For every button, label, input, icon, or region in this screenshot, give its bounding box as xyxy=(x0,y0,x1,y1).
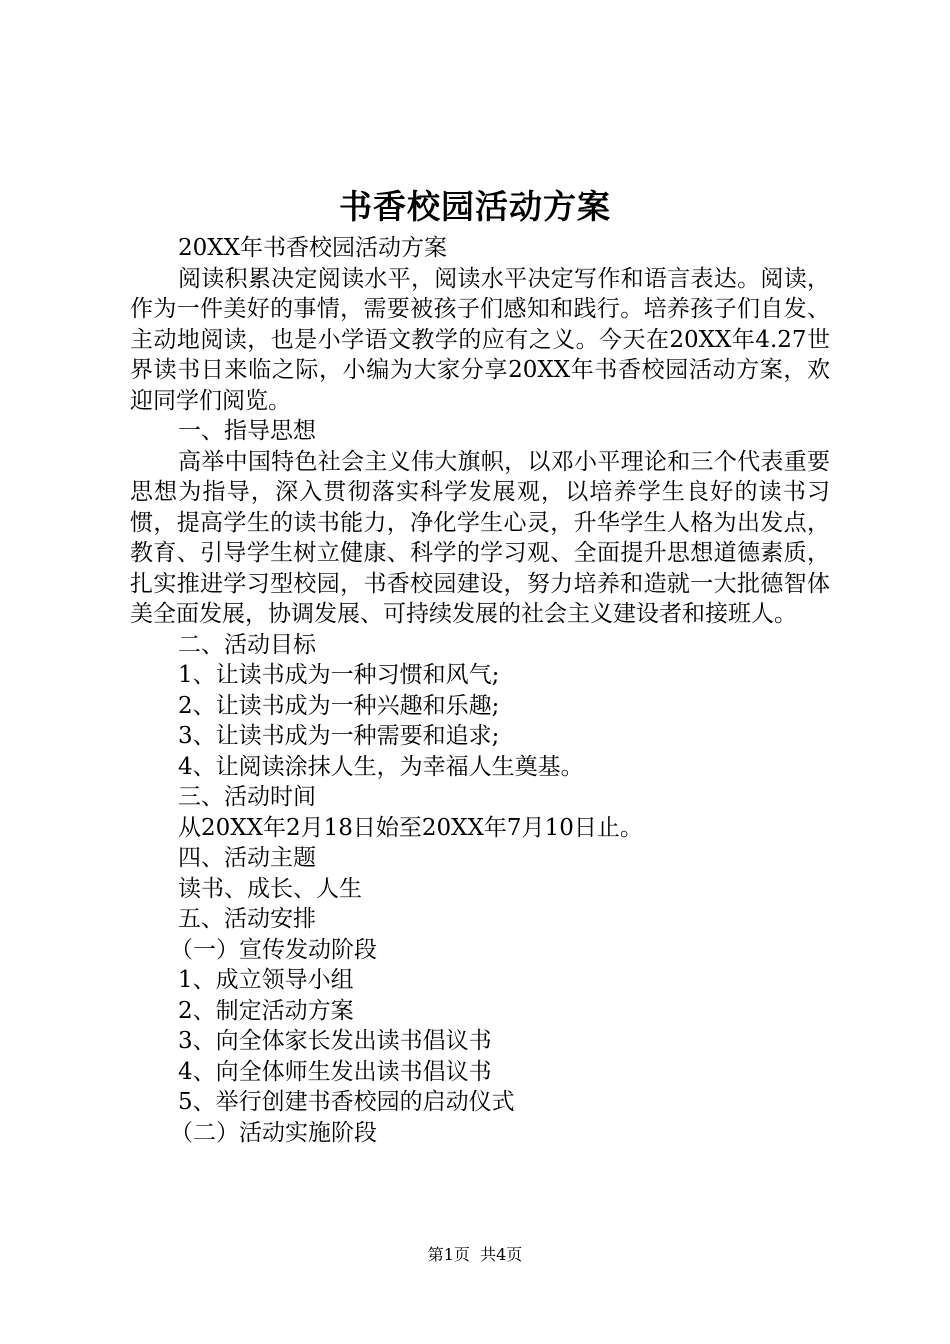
section-heading-guiding: 一、指导思想 xyxy=(178,418,316,444)
theme-text: 读书、成长、人生 xyxy=(178,875,362,902)
time-text: 从20XX年2月18日始至20XX年7月10日止。 xyxy=(178,814,643,841)
stage-item: 5、举行创建书香校园的启动仪式 xyxy=(178,1089,515,1115)
stage-item: 4、向全体师生发出读书倡议书 xyxy=(178,1058,492,1085)
section-heading-theme: 四、活动主题 xyxy=(178,845,316,871)
goal-item: 4、让阅读涂抹人生，为幸福人生奠基。 xyxy=(178,753,584,780)
page-footer: 第1页 共4页 xyxy=(427,1245,523,1264)
goal-item: 3、让读书成为一种需要和追求; xyxy=(178,723,500,749)
stage-item: 3、向全体家长发出读书倡议书 xyxy=(178,1028,492,1054)
stage-heading-publicity: （一）宣传发动阶段 xyxy=(170,936,377,963)
document-title: 书香校园活动方案 xyxy=(339,187,611,226)
goal-item: 2、让读书成为一种兴趣和乐趣; xyxy=(178,692,500,719)
guiding-paragraph: 高举中国特色社会主义伟大旗帜，以邓小平理论和三个代表重要思想为指导，深入贯彻落实科学发展观，以培养学生良好的读书习惯，提高学生的读书能力，净化学生心灵，升华学生人格为出发点，教育、引导学生树立健康、科学的学习观、全面提升思想道德素质，扎实推进学习型校园，书香校园建设，努力培养和造就一大批德智体美全面发展，协调发展、可持续发展的社会主义建设者和接班人。 xyxy=(130,448,830,627)
document-subtitle: 20XX年书香校园活动方案 xyxy=(178,235,448,261)
intro-paragraph: 阅读积累决定阅读水平，阅读水平决定写作和语言表达。阅读，作为一件美好的事情，需要被孩子们感知和践行。培养孩子们自发、主动地阅读，也是小学语文教学的应有之义。今天在20XX年4.27世界读书日来临之际，小编为大家分享20XX年书香校园活动方案，欢迎同学们阅览。 xyxy=(130,265,830,414)
stage-item: 1、成立领导小组 xyxy=(178,967,354,993)
stage-item: 2、制定活动方案 xyxy=(178,997,354,1024)
goal-item: 1、让读书成为一种习惯和风气; xyxy=(178,662,500,688)
section-heading-goals: 二、活动目标 xyxy=(178,631,316,658)
section-heading-arrangement: 五、活动安排 xyxy=(178,906,316,932)
section-heading-time: 三、活动时间 xyxy=(178,784,316,810)
stage-heading-implementation: （二）活动实施阶段 xyxy=(170,1119,377,1146)
document-body xyxy=(130,233,830,1148)
